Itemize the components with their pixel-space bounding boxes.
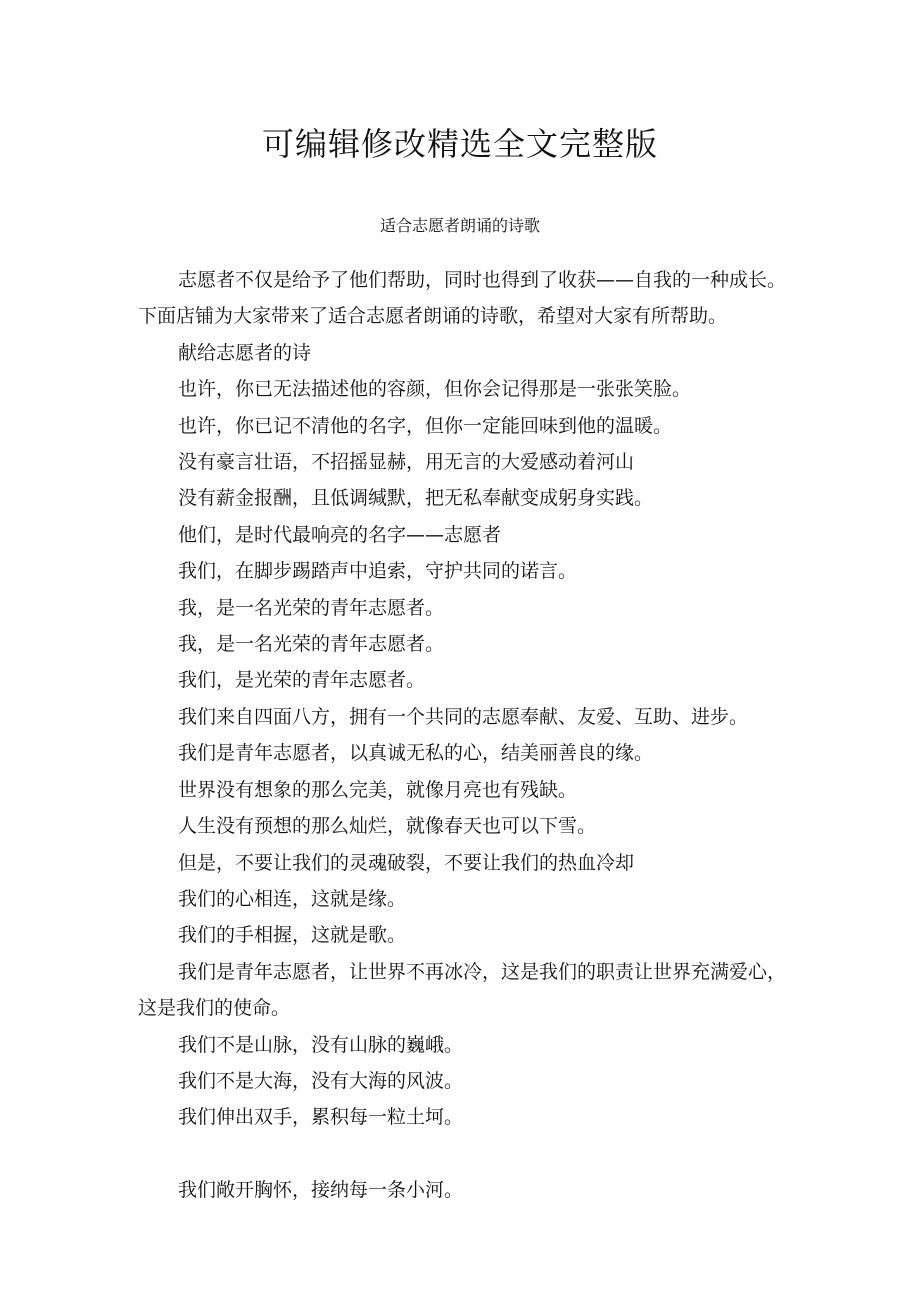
poem-line: 我们，在脚步踢踏声中追索，守护共同的诺言。 [178, 560, 578, 583]
poem-line: 但是，不要让我们的灵魂破裂，不要让我们的热血冷却 [178, 851, 635, 874]
poem-line: 人生没有预想的那么灿烂，就像春天也可以下雪。 [178, 815, 597, 838]
document-subtitle: 适合志愿者朗诵的诗歌 [379, 216, 540, 235]
poem-line: 我们来自四面八方，拥有一个共同的志愿奉献、友爱、互助、进步。 [178, 705, 749, 728]
poem-line: 我们伸出双手，累积每一粒土坷。 [178, 1106, 464, 1129]
poem-title: 献给志愿者的诗 [178, 341, 312, 364]
poem-line: 我，是一名光荣的青年志愿者。 [178, 633, 445, 656]
document-title: 可编辑修改精选全文完整版 [261, 125, 658, 163]
poem-line: 我们的心相连，这就是缘。 [178, 887, 407, 910]
poem-line: 我们，是光荣的青年志愿者。 [178, 669, 426, 692]
document-body [138, 262, 794, 1209]
poem-last-line: 我们敞开胸怀，接纳每一条小河。 [178, 1179, 464, 1202]
poem-line: 我，是一名光荣的青年志愿者。 [178, 596, 445, 619]
poem-line: 没有豪言壮语，不招摇显赫，用无言的大爱感动着河山 [178, 451, 635, 474]
poem-long-line: 我们是青年志愿者，让世界不再冰冷，这是我们的职责让世界充满爱心，这是我们的使命。 [138, 960, 787, 1020]
poem-line: 我们是青年志愿者，以真诚无私的心，结美丽善良的缘。 [178, 742, 654, 765]
poem-line: 世界没有想象的那么完美，就像月亮也有残缺。 [178, 778, 578, 801]
blank-line [138, 1136, 794, 1172]
poem-line: 我们的手相握，这就是歌。 [178, 924, 407, 947]
poem-line: 没有薪金报酬，且低调缄默，把无私奉献变成躬身实践。 [178, 487, 654, 510]
intro-paragraph: 志愿者不仅是给予了他们帮助，同时也得到了收获——自我的一种成长。下面店铺为大家带来了适合志愿者朗诵的诗歌，希望对大家有所帮助。 [138, 269, 787, 328]
poem-line: 我们不是大海，没有大海的风波。 [178, 1069, 464, 1092]
poem-line: 他们，是时代最响亮的名字——志愿者 [178, 523, 502, 546]
poem-line: 也许，你已无法描述他的容颜，但你会记得那是一张张笑脸。 [178, 378, 692, 401]
poem-line: 我们不是山脉，没有山脉的巍峨。 [178, 1033, 464, 1056]
poem-line: 也许，你已记不清他的名字，但你一定能回味到他的温暖。 [178, 414, 673, 437]
